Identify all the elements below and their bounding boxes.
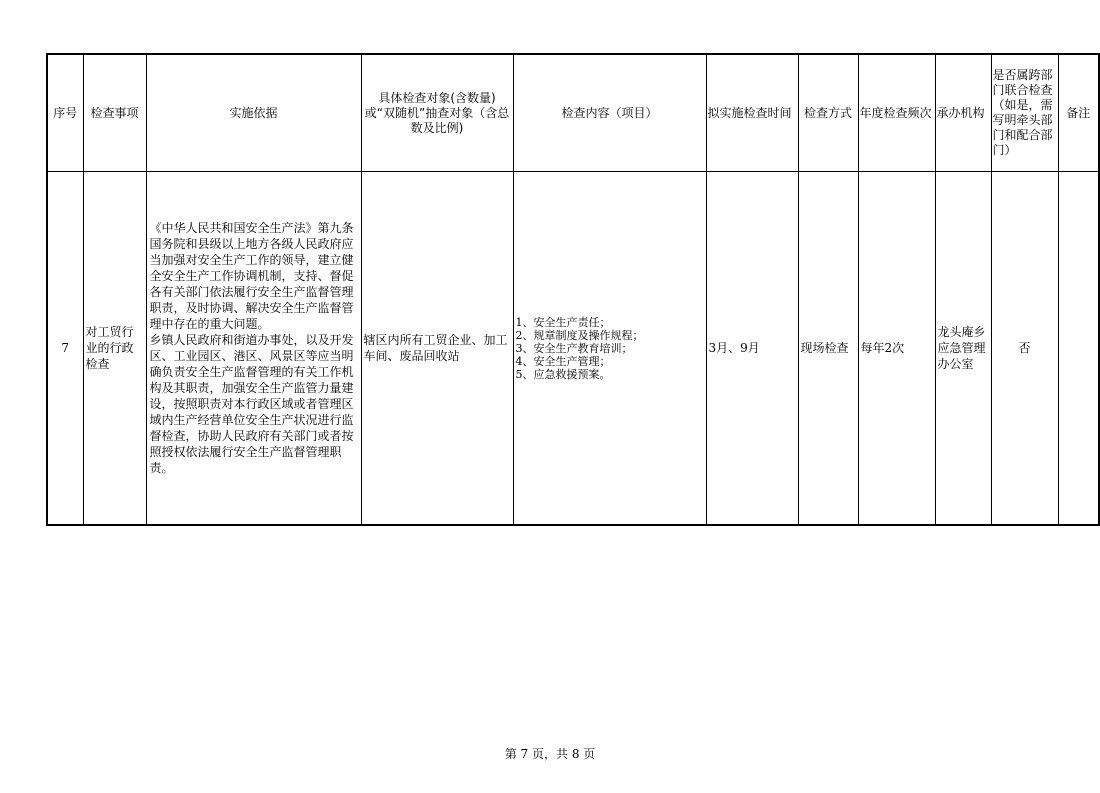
inspection-plan-table <box>46 53 1100 526</box>
cell-contents <box>513 172 706 526</box>
header-method: 检查方式 <box>798 54 858 172</box>
cell-time: 3月、9月 <box>706 172 798 526</box>
inspection-table-sheet <box>46 53 1098 526</box>
content-line: 2、规章制度及操作规程； <box>515 328 644 342</box>
header-frequency: 年度检查频次 <box>858 54 935 172</box>
cell-agency: 龙头庵乡应急管理办公室 <box>935 172 991 526</box>
cell-method: 现场检查 <box>798 172 858 526</box>
header-content: 检查内容（项目） <box>513 54 706 172</box>
content-line: 3、安全生产教育培训； <box>515 341 633 355</box>
header-basis: 实施依据 <box>146 54 361 172</box>
cell-basis <box>146 172 366 526</box>
header-item: 检查事项 <box>83 54 146 172</box>
header-agency: 承办机构 <box>935 54 991 172</box>
header-joint: 是否属跨部门联合检查（如是，需写明牵头部门和配合部门） <box>991 54 1058 172</box>
cell-target: 辖区内所有工贸企业、加工车间、废品回收站 <box>361 172 513 526</box>
cell-frequency: 每年2次 <box>858 172 935 526</box>
content-line: 1、安全生产责任； <box>515 315 611 329</box>
page-footer: 第 7 页，共 8 页 <box>504 747 596 761</box>
header-remark: 备注 <box>1058 54 1099 172</box>
cell-remark <box>1058 172 1099 526</box>
cell-joint: 否 <box>991 172 1058 526</box>
cell-seq: 7 <box>47 172 83 526</box>
cell-item: 对工贸行业的行政检查 <box>83 172 146 526</box>
table-row <box>47 172 1099 526</box>
basis-paragraph-2: 乡镇人民政府和街道办事处，以及开发区、工业园区、港区、风景区等应当明确负责安全生产监督管理的有关工作机构及其职责，加强安全生产监管力量建设，按照职责对本行政区域或者管理区域内生产经营单位安全生产状况进行监督检查，协助人民政府有关部门或者按照授权依法履行安全生产监督管理职责。 <box>149 333 354 475</box>
header-time: 拟实施检查时间 <box>706 54 798 172</box>
content-line: 4、安全生产管理； <box>515 354 611 368</box>
basis-paragraph-1: 《中华人民共和国安全生产法》第九条 国务院和县级以上地方各级人民政府应当加强对安全生产工作的领导，建立健全安全生产工作协调机制，支持、督促各有关部门依法履行安全生产监督管理职责，及时协调、解决安全生产监督管理中存在的重大问题。 <box>149 221 366 331</box>
content-line: 5、应急救援预案。 <box>515 367 611 381</box>
header-row <box>47 54 1099 172</box>
header-seq: 序号 <box>47 54 83 172</box>
header-target: 具体检查对象(含数量)或“双随机”抽查对象（含总数及比例) <box>361 54 513 172</box>
